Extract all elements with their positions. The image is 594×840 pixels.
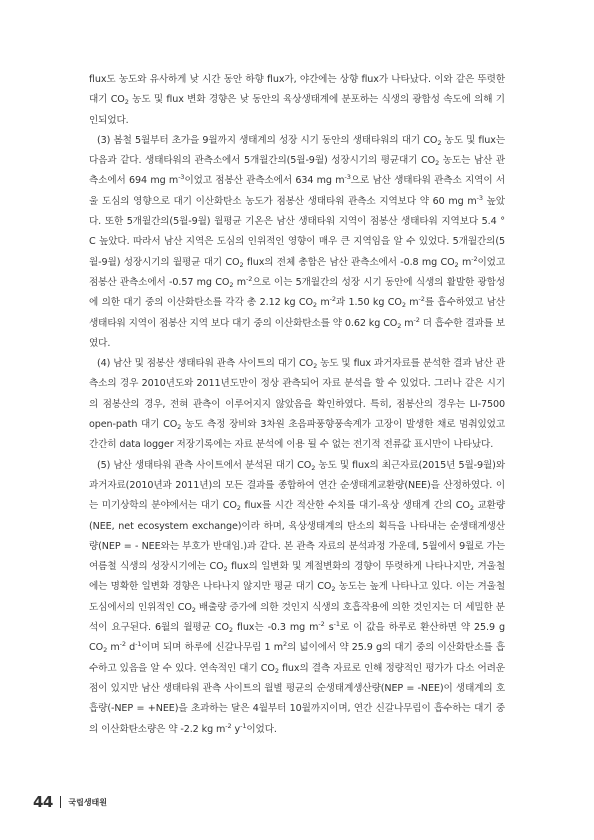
subscript: 2 bbox=[124, 98, 129, 107]
document-body bbox=[89, 70, 505, 740]
paragraph: (3) 봄철 5월부터 초가을 9월까지 생태계의 성장 시기 동안의 생태타워의 대기 $CO_2$ 농도 및 flux는 다음과 같다. 생태타워의 관측소에서 5개월간의(5월-9월) 성장시기의 평균대기 $CO_2$ 농도는 남산 관측소에서 694 mg $m^{-3}$이었고 점봉산 관측소에서 634 mg $m^{-3}$으로 남산 생태타워 관측소 지역이 서울 도심의 영향으로 대기 이산화탄소 농도가 점봉산 생태타워 관측소 지역보다 약 60 mg $m^{-3}$ 높았다. 또한 5개월간의(5월-9월) 월평균 기온은 남산 생태타워 지역이 점봉산 생태타워 지역보다 5.4 ° C 높았다. 따라서 남산 지역은 도심의 인위적인 영향이 매우 큰 지역임을 알 수 있었다. 5개월간의(5월-9월) 성장시기의 월평균 대기 $CO_2$ flux의 전체 총합은 남산 관측소에서 -0.8 mg $CO_2$ $m^{-2}$이었고 점봉산 관측소에서 -0.57 mg $CO_2$ $m^{-2}$으로 이는 5개월간의 성장 시기 동안에 식생의 활발한 광합성에 의한 대기 중의 이산화탄소를 각각 총 2.12 kg $CO_2$ $m^{-2}$과 1.50 kg $CO_2$ $m^{-2}$를 흡수하였고 남산 생태타워 지역이 점봉산 지역 보다 대기 중의 이산화탄소를 약 0.62 kg $CO_2$ $m^{-2}$ 더 흡수한 결과를 보였다. bbox=[89, 134, 506, 349]
superscript: -1 bbox=[135, 640, 142, 649]
superscript: 2 bbox=[282, 640, 287, 649]
superscript: -3 bbox=[178, 173, 185, 182]
subscript: 2 bbox=[311, 463, 316, 472]
paragraph: (4) 남산 및 점봉산 생태타워 관측 사이트의 대기 $CO_2$ 농도 및 flux 과거자료를 분석한 결과 남산 관측소의 경우 2010년도와 2011년도만이 정상 관측되어 자료 분석을 할 수 있었다. 그러나 같은 시기의 점봉산의 경우, 전혀 관측이 이루어지지 않았음을 확인하였다. 특히, 점봉산의 경우는 LI-7500 open-path 대기 $CO_2$ 농도 측정 장비와 3차원 초음파풍향풍속계가 고장이 발생한 채로 멈춰있었고 간간히 data logger 저장기록에는 자료 분석에 이용 될 수 없는 전기적 전류값 표시만이 나타났다. bbox=[89, 358, 505, 451]
superscript: -1 bbox=[333, 620, 340, 629]
page-footer bbox=[33, 793, 107, 811]
subscript: 2 bbox=[103, 646, 108, 655]
superscript: -1 bbox=[240, 721, 247, 730]
subscript: 2 bbox=[191, 605, 196, 614]
superscript: -2 bbox=[471, 254, 478, 263]
subscript: 2 bbox=[274, 666, 279, 675]
footer-divider bbox=[60, 796, 62, 808]
page-number: 44 bbox=[33, 793, 53, 811]
subscript: 2 bbox=[435, 159, 440, 168]
subscript: 2 bbox=[228, 626, 233, 635]
superscript: -2 bbox=[225, 721, 232, 730]
subscript: 2 bbox=[223, 565, 228, 574]
subscript: 2 bbox=[397, 321, 402, 330]
paragraph: flux도 농도와 유사하게 낮 시간 동안 하향 flux가, 야간에는 상향 flux가 나타났다. 이와 같은 뚜렷한 대기 $CO_2$ 농도 및 flux 변화 경향은 낮 동안의 육상생태계에 분포하는 식생의 광합성 속도에 의해 기인되었다. bbox=[89, 74, 505, 126]
subscript: 2 bbox=[313, 362, 318, 371]
paragraph: (5) 남산 생태타워 관측 사이트에서 분석된 대기 $CO_2$ 농도 및 flux의 최근자료(2015년 5월-9월)와 과거자료(2010년과 2011년)의 모든 결과를 종합하여 연간 순생태계교환량(NEE)을 산정하였다. 이는 미기상학의 분야에서는 대기 $CO_2$ flux를 시간 적산한 수치를 대기-육상 생태계 간의 $CO_2$ 교환량(NEE, net ecosystem exchange)이라 하며, 육상생태계의 탄소의 획득을 나타내는 순생태계생산량(NEP = - NEE와는 부호가 반대임.)과 같다. 본 관측 자료의 분석과정 가운데, 5월에서 9월로 가는 여름철 식생의 성장시기에는 $CO_2$ flux의 일변화 및 계절변화의 경향이 뚜렷하게 나타나지만, 겨울철에는 명확한 일변화 경향은 나타나지 않지만 평균 대기 $CO_2$ 농도는 높게 나타나고 있다. 이는 겨울철 도심에서의 인위적인 $CO_2$ 배출량 증가에 의한 것인지 식생의 호흡작용에 의한 것인지는 더 세밀한 분석이 요구된다. 6월의 월평균 $CO_2$ flux는 -0.3 mg $m^{-2}$ $s^{-1}$로 이 값을 하루로 환산하면 약 25.9 g $CO_2$ $m^{-2}$ $d^{-1}$이며 되며 하루에 신갈나무림 1 $m^2$의 넓이에서 약 25.9 g의 대기 중의 이산화탄소를 흡수하고 있음을 알 수 있다. 연속적인 대기 $CO_2$ flux의 결측 자료로 인해 정량적인 평가가 다소 어려운 점이 있지만 남산 생태타워 관측 사이트의 월별 평균의 순생태계생산량(NEP = -NEE)이 생태계의 호흡량(-NEP = +NEE)을 초과하는 달은 4월부터 10월까지이며, 연간 신갈나무림이 흡수하는 대기 중의 이산화탄소량은 약 -2.2 kg $m^{-2}$ $y^{-1}$이었다. bbox=[89, 459, 506, 735]
subscript: 2 bbox=[177, 423, 182, 432]
superscript: -2 bbox=[418, 295, 425, 304]
superscript: -3 bbox=[476, 193, 483, 202]
subscript: 2 bbox=[437, 138, 442, 147]
subscript: 2 bbox=[469, 504, 474, 513]
superscript: -2 bbox=[119, 640, 126, 649]
superscript: -2 bbox=[318, 620, 325, 629]
subscript: 2 bbox=[236, 504, 241, 513]
publisher-name: 국립생태원 bbox=[68, 797, 108, 807]
superscript: -2 bbox=[329, 295, 336, 304]
subscript: 2 bbox=[229, 280, 234, 289]
subscript: 2 bbox=[239, 260, 244, 269]
superscript: -2 bbox=[413, 315, 420, 324]
subscript: 2 bbox=[401, 301, 406, 310]
superscript: -3 bbox=[344, 173, 351, 182]
subscript: 2 bbox=[331, 585, 336, 594]
subscript: 2 bbox=[312, 301, 317, 310]
superscript: -2 bbox=[245, 274, 253, 283]
subscript: 2 bbox=[454, 260, 459, 269]
